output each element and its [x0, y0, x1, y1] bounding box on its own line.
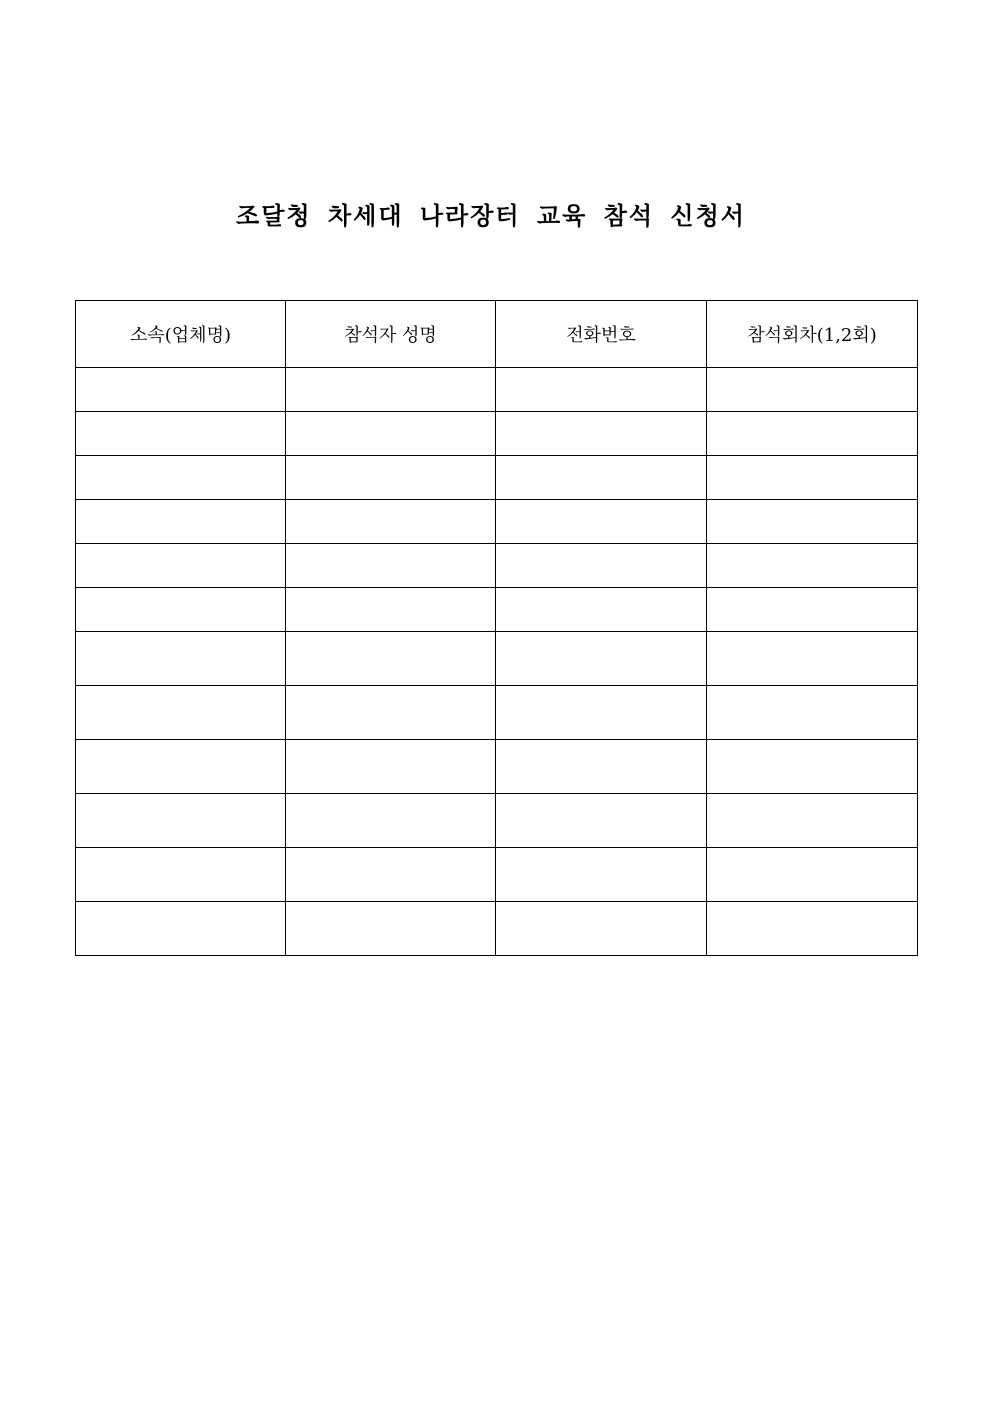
application-table [75, 300, 918, 956]
header-session-number: 참석회차(1,2회) [707, 301, 918, 368]
affiliation-cell[interactable] [76, 500, 286, 544]
phone-number-cell[interactable] [496, 794, 707, 848]
attendee-name-cell[interactable] [286, 412, 496, 456]
attendee-name-cell[interactable] [286, 740, 496, 794]
table-row [76, 412, 918, 456]
affiliation-cell[interactable] [76, 544, 286, 588]
phone-number-cell[interactable] [496, 848, 707, 902]
header-affiliation: 소속(업체명) [76, 301, 286, 368]
phone-number-cell[interactable] [496, 686, 707, 740]
phone-number-cell[interactable] [496, 740, 707, 794]
table-row [76, 368, 918, 412]
phone-number-cell[interactable] [496, 500, 707, 544]
phone-number-cell[interactable] [496, 588, 707, 632]
table-row [76, 740, 918, 794]
session-number-cell[interactable] [707, 740, 918, 794]
attendee-name-cell[interactable] [286, 632, 496, 686]
attendee-name-cell[interactable] [286, 368, 496, 412]
attendee-name-cell[interactable] [286, 544, 496, 588]
phone-number-cell[interactable] [496, 544, 707, 588]
session-number-cell[interactable] [707, 368, 918, 412]
session-number-cell[interactable] [707, 794, 918, 848]
attendee-name-cell[interactable] [286, 588, 496, 632]
session-number-cell[interactable] [707, 412, 918, 456]
table-row [76, 794, 918, 848]
attendee-name-cell[interactable] [286, 848, 496, 902]
table-row [76, 902, 918, 956]
session-number-cell[interactable] [707, 456, 918, 500]
table-row [76, 456, 918, 500]
table-row [76, 500, 918, 544]
table-row [76, 848, 918, 902]
attendee-name-cell[interactable] [286, 902, 496, 956]
session-number-cell[interactable] [707, 632, 918, 686]
attendee-name-cell[interactable] [286, 794, 496, 848]
phone-number-cell[interactable] [496, 368, 707, 412]
page-title: 조달청 차세대 나라장터 교육 참석 신청서 [236, 201, 746, 230]
table-row [76, 588, 918, 632]
attendee-name-cell[interactable] [286, 500, 496, 544]
session-number-cell[interactable] [707, 588, 918, 632]
affiliation-cell[interactable] [76, 456, 286, 500]
affiliation-cell[interactable] [76, 368, 286, 412]
attendee-name-cell[interactable] [286, 456, 496, 500]
affiliation-cell[interactable] [76, 686, 286, 740]
header-attendee-name: 참석자 성명 [286, 301, 496, 368]
affiliation-cell[interactable] [76, 740, 286, 794]
table-row [76, 632, 918, 686]
header-phone-number: 전화번호 [496, 301, 707, 368]
session-number-cell[interactable] [707, 902, 918, 956]
affiliation-cell[interactable] [76, 588, 286, 632]
table-row [76, 686, 918, 740]
affiliation-cell[interactable] [76, 848, 286, 902]
phone-number-cell[interactable] [496, 902, 707, 956]
affiliation-cell[interactable] [76, 794, 286, 848]
session-number-cell[interactable] [707, 500, 918, 544]
session-number-cell[interactable] [707, 848, 918, 902]
session-number-cell[interactable] [707, 544, 918, 588]
affiliation-cell[interactable] [76, 412, 286, 456]
phone-number-cell[interactable] [496, 456, 707, 500]
affiliation-cell[interactable] [76, 902, 286, 956]
table-row [76, 544, 918, 588]
phone-number-cell[interactable] [496, 632, 707, 686]
table-header-row [76, 301, 918, 368]
session-number-cell[interactable] [707, 686, 918, 740]
phone-number-cell[interactable] [496, 412, 707, 456]
attendee-name-cell[interactable] [286, 686, 496, 740]
affiliation-cell[interactable] [76, 632, 286, 686]
